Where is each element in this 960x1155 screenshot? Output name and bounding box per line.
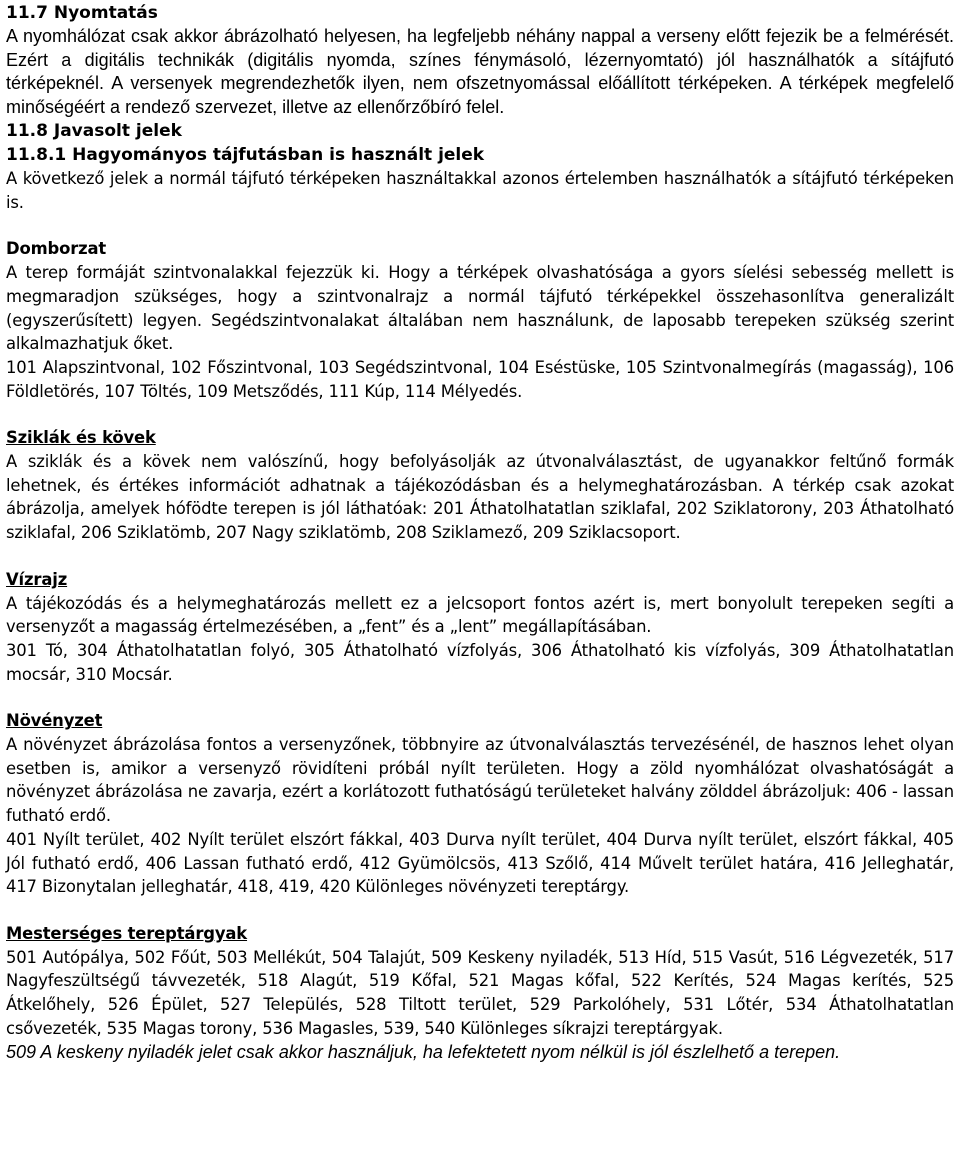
spacer [6,403,954,426]
vizrajz-symbols: 301 Tó, 304 Áthatolhatatlan folyó, 305 Áthatolható vízfolyás, 306 Áthatolható kis vízfolyás, 309 Áthatolhatatlan mocsár, 310 Mocsár. [6,640,954,684]
section-11-8-1-heading: 11.8.1 Hagyományos tájfutásban is használt jelek [6,145,485,165]
domborzat-text [6,261,954,356]
domborzat-text-lead: A terep formáját szintvonalakkal fejezzük ki. [6,263,380,283]
spacer [6,899,954,922]
vizrajz-title: Vízrajz [6,569,68,589]
mesterseges-note: 509 A keskeny nyiladék jelet csak akkor használjuk, ha lefektetett nyom nélkül is jól észlelhető a terepen. [6,1041,841,1062]
mesterseges-title: Mesterséges tereptárgyak [6,923,248,943]
section-11-8-1-intro: A következő jelek a normál tájfutó térképeken használtakkal azonos értelemben használhatók a sítájfutó térképeken is. [6,169,954,212]
domborzat-symbols: 101 Alapszintvonal, 102 Főszintvonal, 103 Segédszintvonal, 104 Eséstüske, 105 Szintvonalmegírás (magasság), 106 Földletörés, 107 Töltés, 109 Metsződés, 111 Kúp, 114 Mélyedés. [6,357,954,401]
novenyzet-symbols: 401 Nyílt terület, 402 Nyílt terület elszórt fákkal, 403 Durva nyílt terület, 404 Durva nyílt terület, elszórt fákkal, 405 Jól futható erdő, 406 Lassan futható erdő, 412 Gyümölcsös, 413 Szőlő, 414 Művelt terület határa, 416 Jelleghatár, 417 Bizonytalan jelleghatár, 418, 419, 420 Különleges növényzeti tereptárgy. [6,829,954,897]
novenyzet-title: Növényzet [6,711,103,731]
spacer [6,686,954,709]
sziklak-title: Sziklák és kövek [6,428,156,448]
section-11-7-paragraph: A nyomhálózat csak akkor ábrázolható helyesen, ha legfeljebb néhány nappal a verseny előtt fejezik be a felmérését. Ezért a digitális technikák (digitális nyomda, színes fénymásoló, lézernyomtató) jól használhatók a sítájfutó térképeknél. A versenyek megrendezhetők ilyen, nem ofszetnyomással előállított térképeken. A térképek megfelelő minőségéért a rendező szervezet, illetve az ellenőrzőbíró felel. [6,26,954,117]
section-11-7-heading: 11.7 Nyomtatás [6,3,158,23]
novenyzet-text: A növényzet ábrázolása fontos a versenyzőnek, többnyire az útvonalválasztás tervezésénél, de hasznos lehet olyan esetben is, amikor a versenyző rövidíteni próbál nyílt területen. Hogy a zöld nyomhálózat olvashatóságát a növényzet ábrázolása ne zavarja, ezért a korlátozott futhatóságú területeket halvány zölddel ábrázoljuk: 406 - lassan futható erdő. [6,735,954,826]
domborzat-text-rest: Hogy a térképek olvashatósága a gyors síelési sebesség mellett is megmaradjon szükséges, hogy a szintvonalrajz a normál tájfutó térképekkel összehasonlítva generalizált (egyszerűsített) legyen. Segédszintvonalakat általában nem használunk, de laposabb terepeken szükség szerint alkalmazhatjuk őket. [6,263,954,354]
section-11-8-heading: 11.8 Javasolt jelek [6,121,182,141]
vizrajz-text: A tájékozódás és a helymeghatározás mellett ez a jelcsoport fontos azért is, mert bonyolult terepeken segíti a versenyzőt a magasság értelmezésében, a „fent” és a „lent” megállapításában. [6,593,954,637]
spacer [6,545,954,568]
mesterseges-symbols: 501 Autópálya, 502 Főút, 503 Mellékút, 504 Talajút, 509 Keskeny nyiladék, 513 Híd, 515 Vasút, 516 Légvezeték, 517 Nagyfeszültségű távvezeték, 518 Alagút, 519 Kőfal, 521 Magas kőfal, 522 Kerítés, 524 Magas kerítés, 525 Átkelőhely, 526 Épület, 527 Település, 528 Tiltott terület, 529 Parkolóhely, 531 Lőtér, 534 Áthatolhatatlan csővezeték, 535 Magas torony, 536 Magasles, 539, 540 Különleges síkrajzi tereptárgyak. [6,947,954,1038]
sziklak-text: A sziklák és a kövek nem valószínű, hogy befolyásolják az útvonalválasztást, de ugyanakkor feltűnő formák lehetnek, és értékes információt adhatnak a tájékozódásban és a helymeghatározásban. A térkép csak azokat ábrázolja, amelyek hófödte terepen is jól láthatóak: 201 Áthatolhatatlan sziklafal, 202 Sziklatorony, 203 Áthatolható sziklafal, 206 Sziklatömb, 207 Nagy sziklatömb, 208 Sziklamező, 209 Sziklacsoport. [6,452,954,543]
spacer [6,214,954,237]
domborzat-title: Domborzat [6,239,107,259]
